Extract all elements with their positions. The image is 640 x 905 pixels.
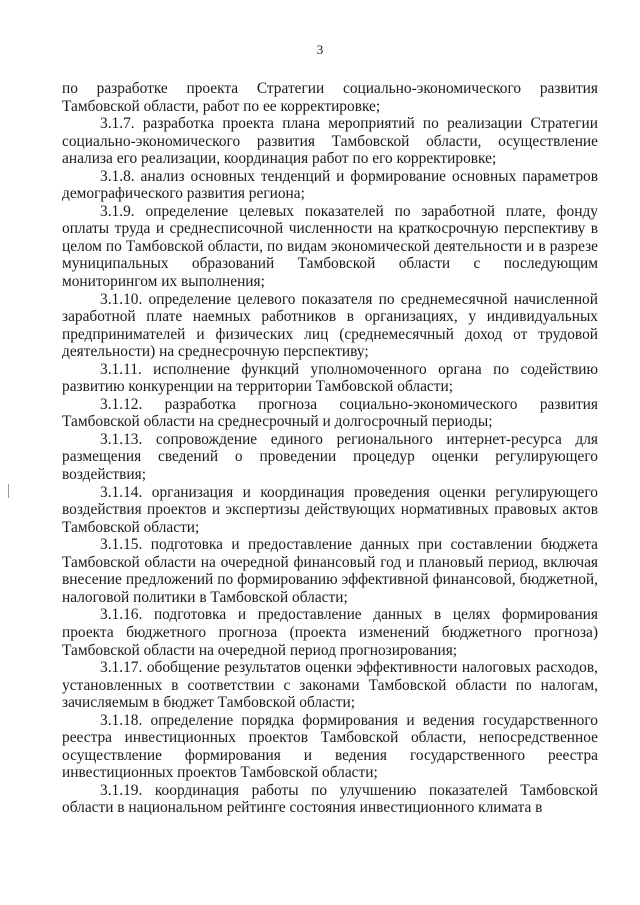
paragraph-3-1-7: 3.1.7. разработка проекта плана мероприятий по реализации Стратегии социально-экономического развития Тамбовской области, осуществление анализа его реализации, координация работ по его корректировке;: [62, 115, 598, 168]
paragraph-3-1-8: 3.1.8. анализ основных тенденций и формирование основных параметров демографического развития региона;: [62, 167, 598, 203]
paragraph-3-1-18: 3.1.18. определение порядка формирования и ведения государственного реестра инвестиционных проектов Тамбовской области, непосредственное осуществление формирования и ведения государственного реестра инвестиционных проектов Тамбовской области;: [62, 711, 598, 782]
paragraph-3-1-11: 3.1.11. исполнение функций уполномоченного органа по содействию развитию конкуренции на территории Тамбовской области;: [62, 360, 598, 396]
paragraph-3-1-9: 3.1.9. определение целевых показателей по заработной плате, фонду оплаты труда и среднесписочной численности на краткосрочную перспективу в целом по Тамбовской области, по видам экономической деятельности и в разрезе муниципальных образований Тамбовской области с последующим мониторингом их выполнения;: [62, 202, 598, 291]
paragraph-3-1-10: 3.1.10. определение целевого показателя по среднемесячной начисленной заработной плате наемных работников в организациях, у индивидуальных предпринимателей и физических лиц (среднемесячный доход от трудовой деятельности) на среднесрочную перспективу;: [62, 290, 598, 361]
paragraph-3-1-19: 3.1.19. координация работы по улучшению показателей Тамбовской области в национальном рейтинге состояния инвестиционного климата в: [62, 781, 598, 817]
paragraph-3-1-13: 3.1.13. сопровождение единого регионального интернет-ресурса для размещения сведений о проведении процедур оценки регулирующего воздействия;: [62, 430, 598, 484]
document-body: [62, 80, 598, 817]
page-number: 3: [316, 42, 324, 57]
paragraph-3-1-15: 3.1.15. подготовка и предоставление данных при составлении бюджета Тамбовской области на очередной финансовый год и плановый период, включая внесение предложений по формированию эффективной финансовой, бюджетной, налоговой политики в Тамбовской области;: [62, 536, 598, 606]
paragraph-3-1-16: 3.1.16. подготовка и предоставление данных в целях формирования проекта бюджетного прогноза (проекта изменений бюджетного прогноза) Тамбовской области на очередной период прогнозирования;: [62, 606, 598, 659]
paragraph-3-1-14: 3.1.14. организация и координация проведения оценки регулирующего воздействия проектов и экспертизы действующих нормативных правовых актов Тамбовской области;: [62, 483, 598, 536]
paragraph-continuation: по разработке проекта Стратегии социально-экономического развития Тамбовской области, работ по ее корректировке;: [62, 80, 598, 115]
paragraph-3-1-12: 3.1.12. разработка прогноза социально-экономического развития Тамбовской области на среднесрочный и долгосрочный периоды;: [62, 395, 598, 431]
paragraph-3-1-17: 3.1.17. обобщение результатов оценки эффективности налоговых расходов, установленных в соответствии с законами Тамбовской области по налогам, зачисляемым в бюджет Тамбовской области;: [62, 659, 598, 712]
margin-mark: [8, 484, 9, 498]
